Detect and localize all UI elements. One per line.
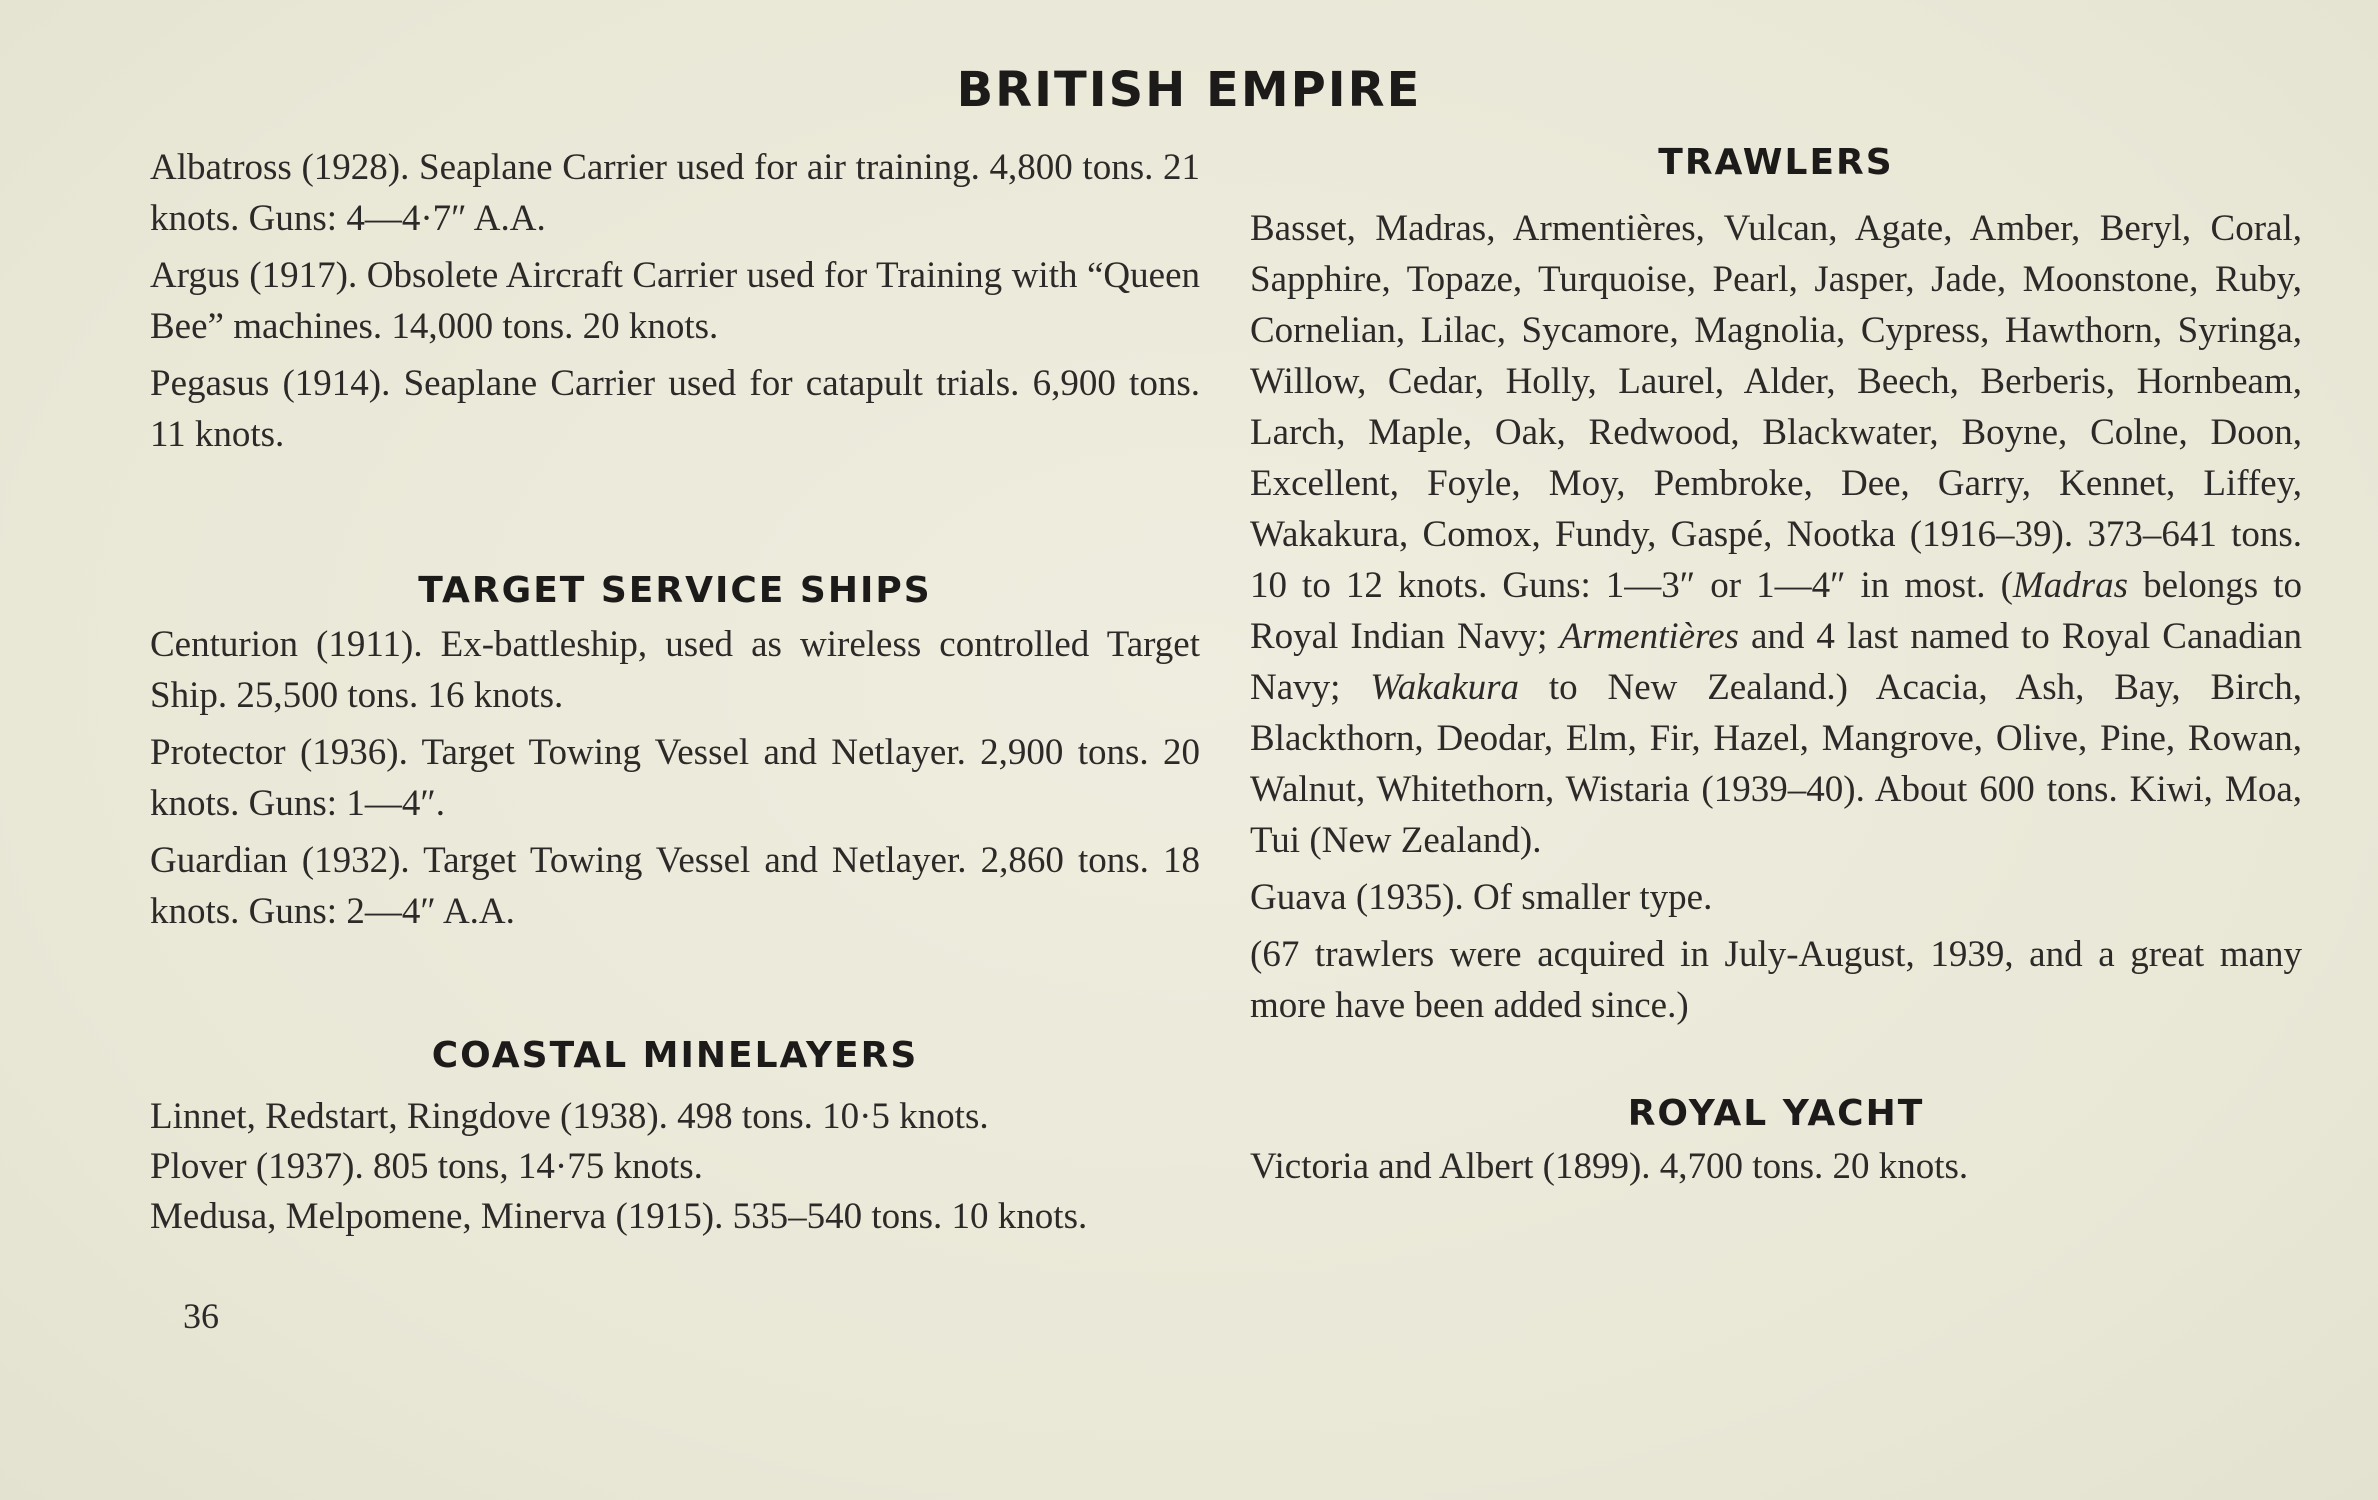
left-column: [150, 142, 1200, 1242]
trawlers-note: (67 trawlers were acquired in July-August, 1939, and a great many more have been added since.): [1250, 934, 2302, 1026]
right-column: [1250, 142, 2302, 1192]
entry-argus: Argus (1917). Obsolete Aircraft Carrier used for Training with “Queen Bee” machines. 14,000 tons. 20 knots.: [150, 255, 1200, 347]
page-number: 36: [183, 1296, 219, 1336]
entry-plover: Plover (1937). 805 tons, 14·75 knots.: [150, 1146, 703, 1187]
entry-guava: Guava (1935). Of smaller type.: [1250, 877, 1713, 918]
trawlers-list: Basset, Madras, Armentières, Vulcan, Agate, Amber, Beryl, Coral, Sapphire, Topaze, Turquoise, Pearl, Jasper, Jade, Moonstone, Ruby, Cornelian, Lilac, Sycamore, Magnolia, Cypress, Hawthorn, Syringa, Willow, Cedar, Holly, Laurel, Alder, Beech, Berberis, Hornbeam, Larch, Maple, Oak, Redwood, Blackwater, Boyne, Colne, Doon, Excellent, Foyle, Moy, Pembroke, Dee, Garry, Kennet, Liffey, Wakakura, Comox, Fundy, Gaspé, Nootka (1916–39). 373–641 tons. 10 to 12 knots. Guns: 1—3″ or 1—4″ in most. (Madras belongs to Royal Indian Navy; Armentières and 4 last named to Royal Canadian Navy; Wakakura to New Zealand.) Acacia, Ash, Bay, Birch, Blackthorn, Deodar, Elm, Fir, Hazel, Mangrove, Olive, Pine, Rowan, Walnut, Whitethorn, Wistaria (1939–40). About 600 tons. Kiwi, Moa, Tui (New Zealand).: [1250, 208, 2302, 861]
entry-pegasus: Pegasus (1914). Seaplane Carrier used for catapult trials. 6,900 tons. 11 knots.: [150, 363, 1200, 455]
heading-royal-yacht: ROYAL YACHT: [1627, 1093, 1925, 1134]
entry-linnet: Linnet, Redstart, Ringdove (1938). 498 tons. 10·5 knots.: [150, 1096, 989, 1137]
entry-protector: Protector (1936). Target Towing Vessel and Netlayer. 2,900 tons. 20 knots. Guns: 1—4″.: [150, 732, 1200, 824]
italic-wakakura: Wakakura: [1370, 667, 1519, 708]
entry-albatross: Albatross (1928). Seaplane Carrier used for air training. 4,800 tons. 21 knots. Guns: 4—4·7″ A.A.: [150, 147, 1200, 239]
entry-victoria-and-albert: Victoria and Albert (1899). 4,700 tons. 20 knots.: [1250, 1146, 1969, 1187]
italic-madras: Madras: [2012, 565, 2129, 606]
entry-guardian: Guardian (1932). Target Towing Vessel and Netlayer. 2,860 tons. 18 knots. Guns: 2—4″ A.A.: [150, 840, 1200, 932]
heading-target-service-ships: TARGET SERVICE SHIPS: [418, 570, 932, 611]
page-title: BRITISH EMPIRE: [956, 62, 1422, 118]
entry-centurion: Centurion (1911). Ex-battleship, used as wireless controlled Target Ship. 25,500 tons. 16 knots.: [150, 624, 1200, 716]
heading-coastal-minelayers: COASTAL MINELAYERS: [431, 1035, 919, 1076]
heading-trawlers: TRAWLERS: [1658, 142, 1894, 183]
entry-medusa: Medusa, Melpomene, Minerva (1915). 535–540 tons. 10 knots.: [150, 1196, 1088, 1237]
italic-armentieres: Armentières: [1559, 616, 1739, 657]
